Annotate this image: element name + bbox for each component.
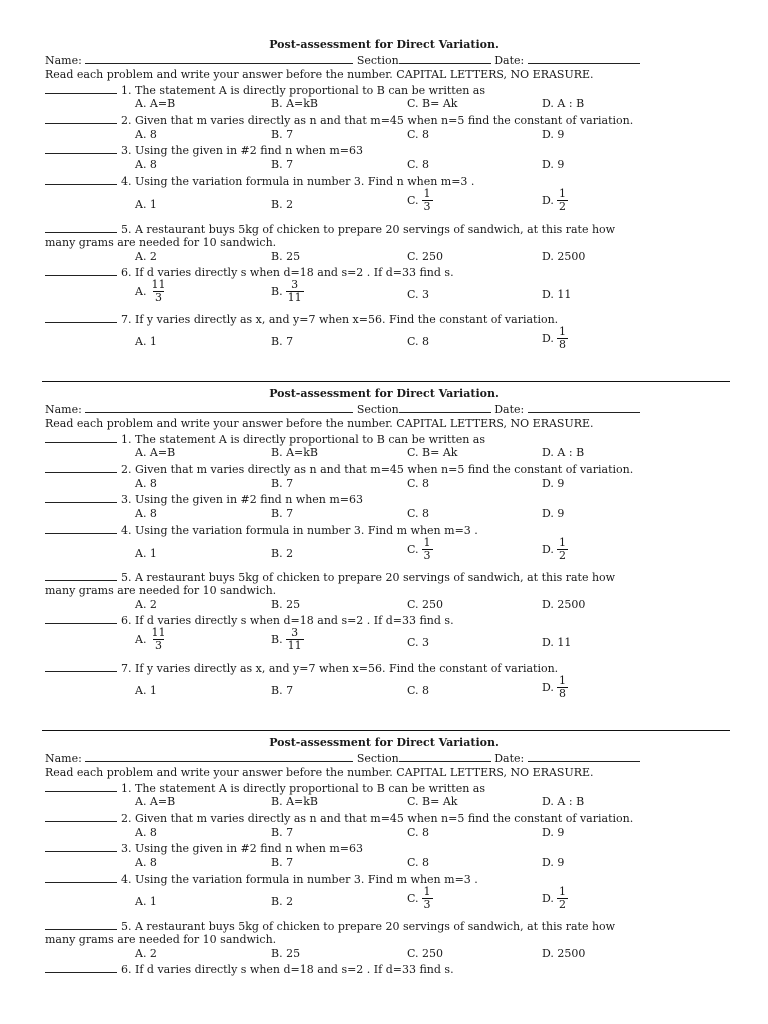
q5-option-d: D. 2500 xyxy=(542,250,586,263)
question-5-text: 5. A restaurant buys 5kg of chicken to prepare 20 servings of sandwich, at this rate how xyxy=(121,223,616,236)
answer-blank-4[interactable] xyxy=(45,523,117,534)
question-4 xyxy=(45,523,478,538)
question-1 xyxy=(45,83,485,98)
q1-option-b: B. A=kB xyxy=(271,97,318,110)
q2-option-c: C. 8 xyxy=(407,128,430,141)
q6-option-d: D. 11 xyxy=(542,288,572,301)
denominator: 3 xyxy=(154,291,162,304)
q7-option-d xyxy=(542,326,568,351)
q1-option-b: B. A=kB xyxy=(271,795,318,808)
q7-option-a: A. 1 xyxy=(135,335,157,348)
denominator: 2 xyxy=(558,898,566,911)
question-7 xyxy=(45,661,558,676)
q1-option-a: A. A=B xyxy=(135,97,176,110)
q7-option-c: C. 8 xyxy=(407,335,430,348)
answer-blank-1[interactable] xyxy=(45,781,117,792)
question-4-text: 4. Using the variation formula in number 3. Find m when m=3 . xyxy=(121,873,478,886)
fraction xyxy=(286,627,304,652)
date-field[interactable] xyxy=(528,53,640,64)
answer-blank-3[interactable] xyxy=(45,492,117,503)
q3-option-b: B. 7 xyxy=(271,856,294,869)
numerator: 3 xyxy=(291,626,299,639)
answer-blank-4[interactable] xyxy=(45,872,117,883)
q4-option-c xyxy=(407,188,433,213)
question-4 xyxy=(45,872,478,887)
question-2-text: 2. Given that m varies directly as n and that m=45 when n=5 find the constant of variation. xyxy=(121,812,634,825)
q2-option-b: B. 7 xyxy=(271,128,294,141)
fraction xyxy=(557,326,568,351)
q5-option-a: A. 2 xyxy=(135,947,157,960)
question-5-continued: many grams are needed for 10 sandwich. xyxy=(45,236,277,249)
question-3 xyxy=(45,841,363,856)
question-2 xyxy=(45,462,633,477)
q1-option-c: C. B= Ak xyxy=(407,446,458,459)
q4-option-d-label: D. xyxy=(542,543,554,556)
q4-option-b: B. 2 xyxy=(271,895,294,908)
answer-blank-2[interactable] xyxy=(45,113,117,124)
header-line xyxy=(45,751,640,766)
instructions: Read each problem and write your answer before the number. CAPITAL LETTERS, NO ERASURE. xyxy=(45,417,594,430)
question-3-text: 3. Using the given in #2 find n when m=63 xyxy=(121,842,364,855)
q2-option-a: A. 8 xyxy=(135,826,157,839)
fraction xyxy=(557,886,568,911)
name-label: Name: xyxy=(45,752,82,765)
q3-option-a: A. 8 xyxy=(135,158,157,171)
fraction xyxy=(149,627,167,652)
question-5-text: 5. A restaurant buys 5kg of chicken to prepare 20 servings of sandwich, at this rate how xyxy=(121,920,616,933)
answer-blank-6[interactable] xyxy=(45,962,117,973)
question-3 xyxy=(45,492,363,507)
numerator: 1 xyxy=(423,536,431,549)
numerator: 1 xyxy=(423,885,431,898)
q2-option-d: D. 9 xyxy=(542,826,565,839)
q4-option-d-label: D. xyxy=(542,892,554,905)
q4-option-c-label: C. xyxy=(407,194,419,207)
numerator: 3 xyxy=(291,278,299,291)
question-5-text: 5. A restaurant buys 5kg of chicken to prepare 20 servings of sandwich, at this rate how xyxy=(121,571,616,584)
cut-line-1 xyxy=(42,381,730,382)
date-label: Date: xyxy=(494,54,525,67)
answer-blank-6[interactable] xyxy=(45,265,117,276)
denominator: 3 xyxy=(423,200,431,213)
denominator: 3 xyxy=(423,549,431,562)
q1-option-c: C. B= Ak xyxy=(407,795,458,808)
answer-blank-2[interactable] xyxy=(45,462,117,473)
q3-option-d: D. 9 xyxy=(542,856,565,869)
question-6 xyxy=(45,962,454,977)
q2-option-d: D. 9 xyxy=(542,477,565,490)
question-5-continued: many grams are needed for 10 sandwich. xyxy=(45,933,277,946)
question-4-text: 4. Using the variation formula in number 3. Find m when m=3 . xyxy=(121,524,478,537)
q2-option-c: C. 8 xyxy=(407,826,430,839)
header-line xyxy=(45,53,640,68)
q1-option-c: C. B= Ak xyxy=(407,97,458,110)
fraction xyxy=(422,188,433,213)
question-5 xyxy=(45,919,615,934)
header-line xyxy=(45,402,640,417)
numerator: 11 xyxy=(151,278,166,291)
q1-option-b: B. A=kB xyxy=(271,446,318,459)
q6-option-a xyxy=(135,279,167,304)
q4-option-a: A. 1 xyxy=(135,895,157,908)
q7-option-d-label: D. xyxy=(542,681,554,694)
fraction xyxy=(557,188,568,213)
sheet-title: Post-assessment for Direct Variation. xyxy=(269,38,499,51)
answer-blank-5[interactable] xyxy=(45,570,117,581)
sheet-title: Post-assessment for Direct Variation. xyxy=(269,387,499,400)
q2-option-a: A. 8 xyxy=(135,128,157,141)
q7-option-c: C. 8 xyxy=(407,684,430,697)
q3-option-c: C. 8 xyxy=(407,507,430,520)
question-6-text: 6. If d varies directly s when d=18 and s=2 . If d=33 find s. xyxy=(121,614,454,627)
question-5 xyxy=(45,222,615,237)
q5-option-d: D. 2500 xyxy=(542,947,586,960)
q4-option-c-label: C. xyxy=(407,892,419,905)
q1-option-d: D. A : B xyxy=(542,446,585,459)
question-1 xyxy=(45,781,485,796)
q5-option-c: C. 250 xyxy=(407,250,444,263)
denominator: 8 xyxy=(558,687,566,700)
name-label: Name: xyxy=(45,403,82,416)
question-2 xyxy=(45,113,633,128)
q1-option-d: D. A : B xyxy=(542,97,585,110)
q6-option-b xyxy=(271,627,304,652)
q1-option-d: D. A : B xyxy=(542,795,585,808)
denominator: 8 xyxy=(558,338,566,351)
name-field[interactable] xyxy=(85,402,353,413)
q6-option-a-label: A. xyxy=(135,633,147,646)
answer-blank-4[interactable] xyxy=(45,174,117,185)
q5-option-d: D. 2500 xyxy=(542,598,586,611)
q6-option-c: C. 3 xyxy=(407,288,430,301)
q3-option-c: C. 8 xyxy=(407,158,430,171)
numerator: 1 xyxy=(558,885,566,898)
question-3 xyxy=(45,143,363,158)
answer-blank-1[interactable] xyxy=(45,432,117,443)
q7-option-d-label: D. xyxy=(542,332,554,345)
q5-option-c: C. 250 xyxy=(407,947,444,960)
question-1-text: 1. The statement A is directly proportional to B can be written as xyxy=(121,433,486,446)
q6-option-d: D. 11 xyxy=(542,636,572,649)
question-6-text: 6. If d varies directly s when d=18 and s=2 . If d=33 find s. xyxy=(121,963,454,976)
q5-option-b: B. 25 xyxy=(271,947,301,960)
question-1-text: 1. The statement A is directly proportional to B can be written as xyxy=(121,782,486,795)
numerator: 11 xyxy=(151,626,166,639)
q4-option-a: A. 1 xyxy=(135,547,157,560)
q6-option-b xyxy=(271,279,304,304)
section-label: Section xyxy=(356,403,399,416)
fraction xyxy=(557,675,568,700)
answer-blank-7[interactable] xyxy=(45,312,117,323)
q3-option-a: A. 8 xyxy=(135,507,157,520)
name-label: Name: xyxy=(45,54,82,67)
numerator: 1 xyxy=(423,187,431,200)
instructions: Read each problem and write your answer before the number. CAPITAL LETTERS, NO ERASURE. xyxy=(45,766,594,779)
date-field[interactable] xyxy=(528,402,640,413)
denominator: 2 xyxy=(558,549,566,562)
numerator: 1 xyxy=(558,536,566,549)
q2-option-b: B. 7 xyxy=(271,826,294,839)
section-field[interactable] xyxy=(399,53,491,64)
q3-option-d: D. 9 xyxy=(542,158,565,171)
answer-blank-6[interactable] xyxy=(45,613,117,624)
q6-option-b-label: B. xyxy=(271,633,283,646)
q6-option-c: C. 3 xyxy=(407,636,430,649)
numerator: 1 xyxy=(558,187,566,200)
denominator: 3 xyxy=(423,898,431,911)
question-2-text: 2. Given that m varies directly as n and that m=45 when n=5 find the constant of variation. xyxy=(121,114,634,127)
answer-blank-5[interactable] xyxy=(45,222,117,233)
numerator: 1 xyxy=(558,325,566,338)
q3-option-a: A. 8 xyxy=(135,856,157,869)
question-7-text: 7. If y varies directly as x, and y=7 when x=56. Find the constant of variation. xyxy=(121,313,559,326)
date-field[interactable] xyxy=(528,751,640,762)
question-1 xyxy=(45,432,485,447)
q4-option-d xyxy=(542,188,568,213)
question-6 xyxy=(45,613,454,628)
q5-option-a: A. 2 xyxy=(135,598,157,611)
fraction xyxy=(422,886,433,911)
denominator: 11 xyxy=(287,639,302,652)
question-5-continued: many grams are needed for 10 sandwich. xyxy=(45,584,277,597)
q1-option-a: A. A=B xyxy=(135,795,176,808)
question-7-text: 7. If y varies directly as x, and y=7 when x=56. Find the constant of variation. xyxy=(121,662,559,675)
q7-option-b: B. 7 xyxy=(271,684,294,697)
q4-option-c-label: C. xyxy=(407,543,419,556)
q2-option-d: D. 9 xyxy=(542,128,565,141)
section-label: Section xyxy=(356,54,399,67)
question-6 xyxy=(45,265,454,280)
question-1-text: 1. The statement A is directly proportional to B can be written as xyxy=(121,84,486,97)
date-label: Date: xyxy=(494,752,525,765)
q7-option-b: B. 7 xyxy=(271,335,294,348)
q5-option-b: B. 25 xyxy=(271,598,301,611)
fraction xyxy=(422,537,433,562)
q5-option-b: B. 25 xyxy=(271,250,301,263)
q4-option-d-label: D. xyxy=(542,194,554,207)
q3-option-b: B. 7 xyxy=(271,507,294,520)
instructions: Read each problem and write your answer before the number. CAPITAL LETTERS, NO ERASURE. xyxy=(45,68,594,81)
q2-option-b: B. 7 xyxy=(271,477,294,490)
q6-option-a-label: A. xyxy=(135,285,147,298)
answer-blank-7[interactable] xyxy=(45,661,117,672)
section-field[interactable] xyxy=(399,751,491,762)
q4-option-a: A. 1 xyxy=(135,198,157,211)
answer-blank-3[interactable] xyxy=(45,841,117,852)
question-4 xyxy=(45,174,474,189)
answer-blank-5[interactable] xyxy=(45,919,117,930)
question-6-text: 6. If d varies directly s when d=18 and s=2 . If d=33 find s. xyxy=(121,266,454,279)
name-field[interactable] xyxy=(85,53,353,64)
denominator: 2 xyxy=(558,200,566,213)
q2-option-c: C. 8 xyxy=(407,477,430,490)
q3-option-d: D. 9 xyxy=(542,507,565,520)
denominator: 11 xyxy=(287,291,302,304)
answer-blank-3[interactable] xyxy=(45,143,117,154)
q3-option-c: C. 8 xyxy=(407,856,430,869)
q3-option-b: B. 7 xyxy=(271,158,294,171)
cut-line-2 xyxy=(42,730,730,731)
q6-option-a xyxy=(135,627,167,652)
date-label: Date: xyxy=(494,403,525,416)
question-3-text: 3. Using the given in #2 find n when m=63 xyxy=(121,144,364,157)
answer-blank-2[interactable] xyxy=(45,811,117,822)
question-4-text: 4. Using the variation formula in number 3. Find n when m=3 . xyxy=(121,175,475,188)
name-field[interactable] xyxy=(85,751,353,762)
fraction xyxy=(149,279,167,304)
question-7 xyxy=(45,312,558,327)
section-label: Section xyxy=(356,752,399,765)
fraction xyxy=(557,537,568,562)
question-2 xyxy=(45,811,633,826)
q2-option-a: A. 8 xyxy=(135,477,157,490)
q7-option-d xyxy=(542,675,568,700)
q7-option-a: A. 1 xyxy=(135,684,157,697)
question-5 xyxy=(45,570,615,585)
q5-option-c: C. 250 xyxy=(407,598,444,611)
q5-option-a: A. 2 xyxy=(135,250,157,263)
q6-option-b-label: B. xyxy=(271,285,283,298)
answer-blank-1[interactable] xyxy=(45,83,117,94)
q4-option-b: B. 2 xyxy=(271,198,294,211)
q4-option-d xyxy=(542,886,568,911)
fraction xyxy=(286,279,304,304)
q4-option-c xyxy=(407,537,433,562)
question-2-text: 2. Given that m varies directly as n and that m=45 when n=5 find the constant of variation. xyxy=(121,463,634,476)
sheet-title: Post-assessment for Direct Variation. xyxy=(269,736,499,749)
section-field[interactable] xyxy=(399,402,491,413)
q4-option-c xyxy=(407,886,433,911)
q4-option-d xyxy=(542,537,568,562)
q4-option-b: B. 2 xyxy=(271,547,294,560)
q1-option-a: A. A=B xyxy=(135,446,176,459)
denominator: 3 xyxy=(154,639,162,652)
numerator: 1 xyxy=(558,674,566,687)
question-3-text: 3. Using the given in #2 find n when m=63 xyxy=(121,493,364,506)
